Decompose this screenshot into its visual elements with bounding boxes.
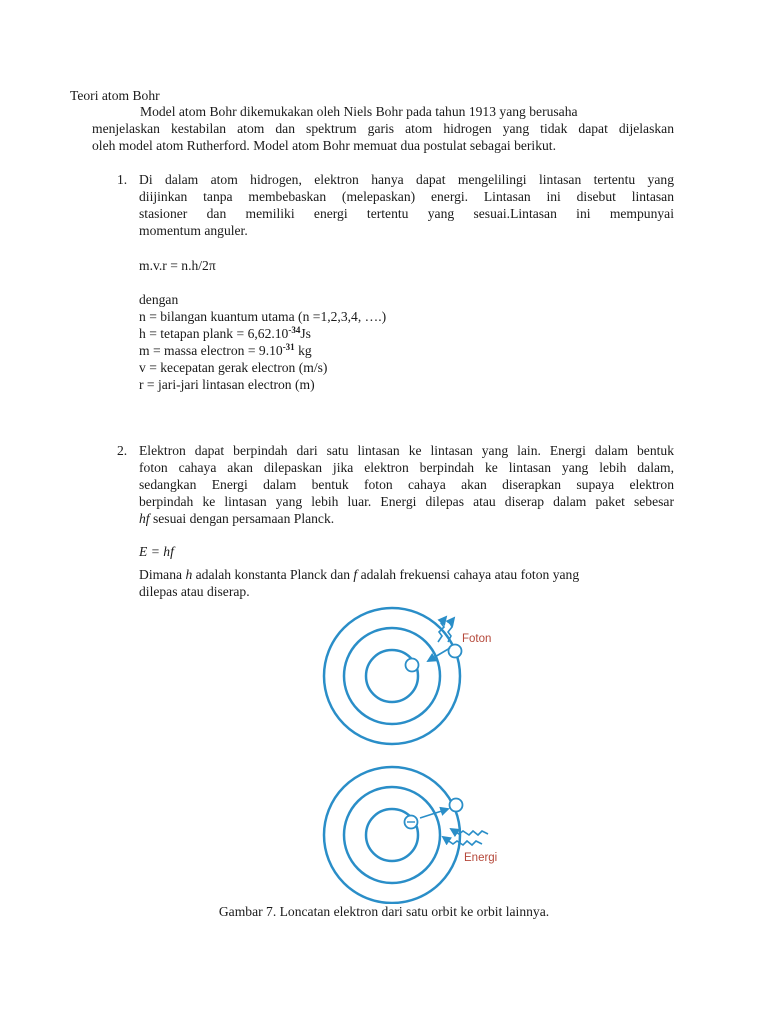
def-h-text: h = tetapan plank = 6,62.10	[139, 326, 289, 341]
postulate-2-line-3: sedangkan Energi dalam bentuk foton cahaya akan diserapkan supaya elektron	[139, 477, 674, 492]
def-h-exponent: -34	[288, 325, 301, 335]
intro-line-3: oleh model atom Rutherford. Model atom Bohr memuat dua postulat sebagai berikut.	[92, 138, 556, 153]
def-m-exponent: -31	[282, 342, 295, 352]
orbit-middle-bottom	[344, 787, 440, 883]
electron-outer-top	[449, 645, 462, 658]
orbit-inner-top	[366, 650, 418, 702]
postulate-2-line-1: Elektron dapat berpindah dari satu lintasan ke lintasan yang lain. Energi dalam bentuk	[139, 443, 674, 458]
absorption-diagram	[324, 767, 497, 903]
planck-equation: E = hf	[139, 544, 174, 559]
def-m	[139, 343, 312, 359]
bohr-transition-figure	[310, 604, 520, 904]
postulate-1-line-3: stasioner dan memiliki energi tertentu yang sesuai.Lintasan ini mempunyai	[139, 206, 674, 221]
def-n: n = bilangan kuantum utama (n =1,2,3,4, ….)	[139, 309, 387, 324]
postulate-2-line-5-text: sesuai dengan persamaan Planck.	[149, 511, 335, 526]
intro-line-1: Model atom Bohr dikemukakan oleh Niels Bohr pada tahun 1913 yang berusaha	[140, 104, 578, 119]
photon-label: Foton	[462, 633, 492, 645]
where-text: Dimana h adalah konstanta Planck dan f adalah frekuensi cahaya atau foton yang	[139, 567, 580, 582]
document-title: Teori atom Bohr	[70, 88, 160, 103]
energy-label: Energi	[464, 852, 498, 864]
where-line-1	[139, 567, 674, 583]
electron-inner-top	[406, 659, 419, 672]
energy-wave-1	[451, 829, 488, 835]
intro-line-2: menjelaskan kestabilan atom dan spektrum garis atom hidrogen yang tidak dapat dijelaskan	[92, 121, 674, 136]
where-line-2: dilepas atau diserap.	[139, 584, 250, 599]
postulate-2-line-4: berpindah ke lintasan yang lebih luar. Energi dilepas atau diserap dalam paket sebesar	[139, 494, 674, 509]
postulate-1-line-4: momentum anguler.	[139, 223, 248, 238]
emission-diagram	[324, 608, 491, 744]
def-m-unit: kg	[294, 343, 312, 358]
energy-wave-2	[443, 837, 482, 845]
postulate-2-line-5	[139, 511, 334, 527]
figure-caption: Gambar 7. Loncatan elektron dari satu orbit ke orbit lainnya.	[218, 904, 550, 919]
def-h	[139, 326, 311, 342]
dengan-label: dengan	[139, 292, 179, 307]
hf-term: hf	[139, 511, 150, 526]
orbit-middle-top	[344, 628, 440, 724]
def-h-unit: Js	[300, 326, 311, 341]
def-r: r = jari-jari lintasan electron (m)	[139, 377, 315, 392]
def-m-text: m = massa electron = 9.10	[139, 343, 283, 358]
def-v: v = kecepatan gerak electron (m/s)	[139, 360, 328, 375]
postulate-1-line-1: Di dalam atom hidrogen, elektron hanya dapat mengelilingi lintasan tertentu yang	[139, 172, 674, 187]
postulate-2-line-2: foton cahaya akan dilepaskan jika elektron berpindah ke lintasan yang lebih dalam,	[139, 460, 674, 475]
postulate-2-number: 2.	[117, 443, 128, 458]
angular-momentum-formula: m.v.r = n.h/2π	[139, 258, 216, 273]
postulate-1-line-2: diijinkan tanpa membebaskan (melepaskan) energi. Lintasan ini disebut lintasan	[139, 189, 674, 204]
electron-outer-bottom	[450, 799, 463, 812]
photon-wave-1	[438, 617, 446, 642]
postulate-1-number: 1.	[117, 172, 128, 187]
